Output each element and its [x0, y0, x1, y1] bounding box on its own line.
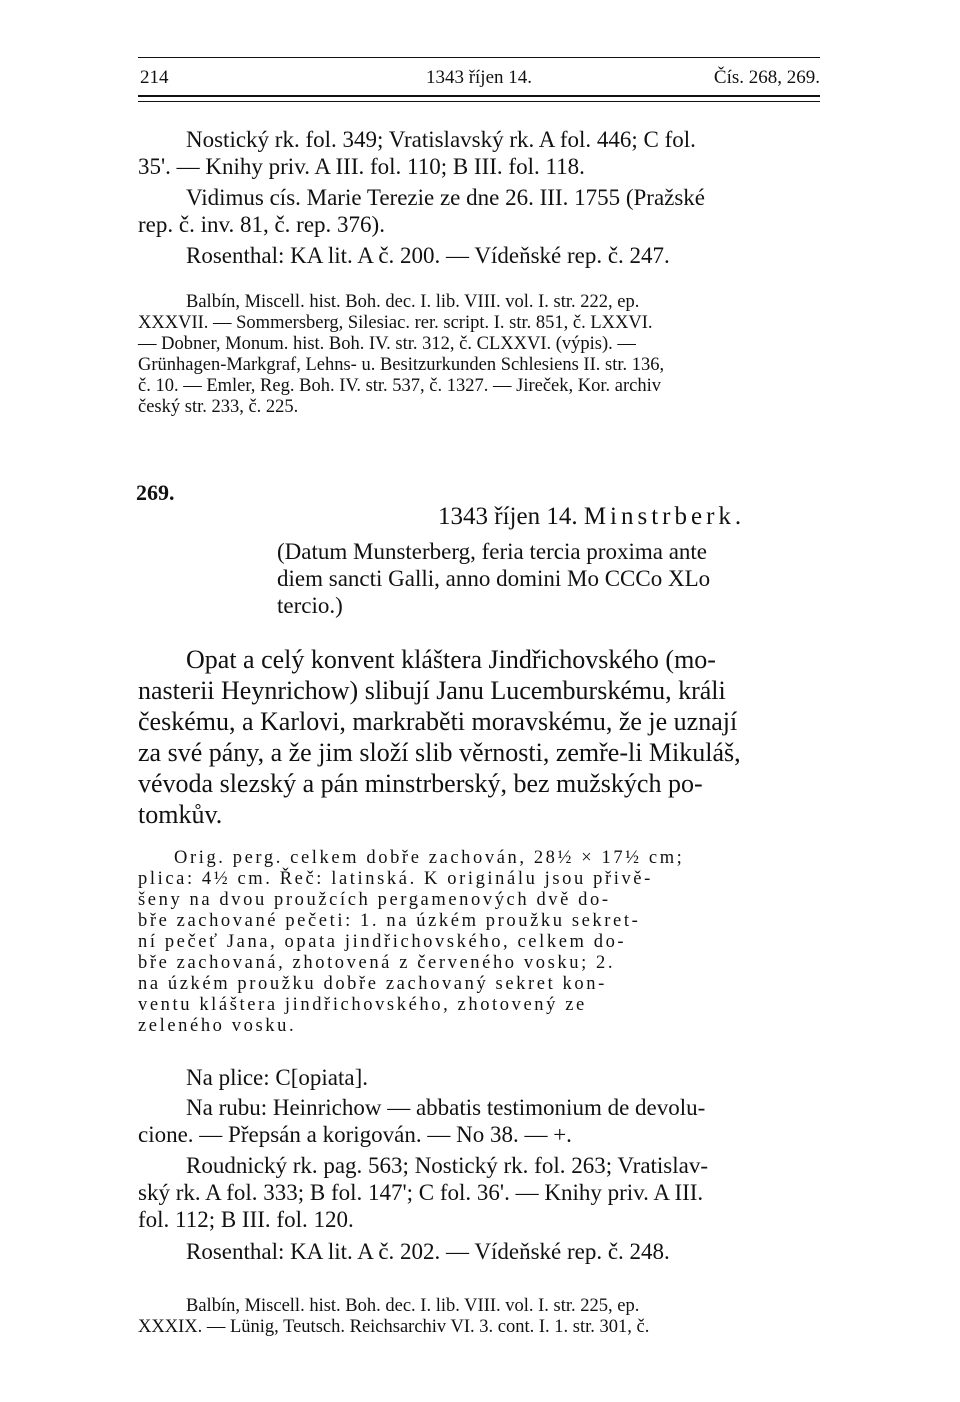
prev-literature-line: XXXVII. — Sommersberg, Silesiac. rer. script. I. str. 851, č. LXXVI. — [138, 313, 653, 333]
regest — [138, 644, 820, 830]
running-date: 1343 říjen 14. — [425, 67, 533, 88]
header-rule-thin — [138, 101, 820, 102]
header-rule-top — [138, 57, 820, 58]
prev-literature — [138, 292, 820, 418]
description-line: zeleného vosku. — [138, 1016, 297, 1036]
document-date: 1343 říjen 14. — [438, 503, 578, 530]
prev-vidimus-line: Vidimus cís. Marie Terezie ze dne 26. III. 1755 (Pražské — [186, 185, 706, 210]
verso-line: cione. — Přepsán a korigován. — No 38. — +. — [138, 1122, 572, 1147]
rosenthal-line: Rosenthal: KA lit. A č. 202. — Vídeňské rep. č. 248. — [186, 1239, 670, 1264]
datum-line: tercio.) — [277, 593, 343, 618]
document-place: Minstrberk. — [583, 503, 746, 530]
doc-literature — [138, 1296, 820, 1338]
description-line: šeny na dvou proužcích pergamenových dvě do- — [138, 890, 611, 910]
copies-line: ský rk. A fol. 333; B fol. 147'; C fol. 36'. — Knihy priv. A III. — [138, 1180, 704, 1205]
datum-line: diem sancti Galli, anno domini Mo CCCo XLo — [277, 566, 711, 591]
regest-line: českému, a Karlovi, markraběti moravskému, že je uznají — [138, 707, 738, 736]
prev-literature-line: český str. 233, č. 225. — [138, 397, 299, 417]
copies-line: fol. 112; B III. fol. 120. — [138, 1207, 354, 1232]
plica-line: Na plice: C[opiata]. — [186, 1065, 369, 1090]
datum-line: (Datum Munsterberg, feria tercia proxima ante — [277, 539, 708, 564]
plica-note — [138, 1064, 820, 1091]
copies-line: Roudnický rk. pag. 563; Nostický rk. fol. 263; Vratislav- — [186, 1153, 709, 1178]
rosenthal-note — [138, 1238, 820, 1265]
header-rule-thick — [138, 95, 820, 97]
description-line: Orig. perg. celkem dobře zachován, 28½ × 17½ cm; — [174, 848, 685, 868]
regest-line: za své pány, a že jim složí slib věrnosti, zemře-li Mikuláš, — [138, 738, 741, 767]
description-line: bře zachovaná, zhotovená z červeného vosku; 2. — [138, 953, 616, 973]
prev-vidimus-line: rep. č. inv. 81, č. rep. 376). — [138, 212, 385, 237]
regest-line: vévoda slezský a pán minstrberský, bez mužských po- — [138, 769, 703, 798]
regest-line: Opat a celý konvent kláštera Jindřichovského (mo- — [186, 645, 716, 674]
prev-rosenthal — [138, 242, 820, 269]
document-dateline — [438, 503, 745, 531]
description-line: bře zachované pečeti: 1. na úzkém proužku sekret- — [138, 911, 641, 931]
datum-formula — [277, 538, 820, 619]
prev-sources-line: 35'. — Knihy priv. A III. fol. 110; B III. fol. 118. — [138, 154, 585, 179]
prev-vidimus — [138, 184, 820, 238]
description-line: plica: 4½ cm. Řeč: latinská. K originálu jsou přivě- — [138, 869, 653, 889]
verso-line: Na rubu: Heinrichow — abbatis testimonium de devolu- — [186, 1095, 706, 1120]
description-line: na úzkém proužku dobře zachovaný sekret kon- — [138, 974, 607, 994]
document-numbers: Čís. 268, 269. — [713, 67, 820, 88]
page-number: 214 — [140, 67, 169, 88]
description-line: ventu kláštera jindřichovského, zhotovený ze — [138, 995, 587, 1015]
prev-sources-line: Nostický rk. fol. 349; Vratislavský rk. A fol. 446; C fol. — [186, 127, 696, 152]
description-line: ní pečeť Jana, opata jindřichovského, celkem do- — [138, 932, 627, 952]
literature-line: Balbín, Miscell. hist. Boh. dec. I. lib. VIII. vol. I. str. 225, ep. — [186, 1296, 640, 1316]
copies — [138, 1152, 820, 1233]
literature-line: XXXIX. — Lünig, Teutsch. Reichsarchiv VI. 3. cont. I. 1. str. 301, č. — [138, 1317, 650, 1337]
prev-rosenthal-line: Rosenthal: KA lit. A č. 200. — Vídeňské rep. č. 247. — [186, 243, 670, 268]
regest-line: tomkův. — [138, 800, 223, 829]
prev-literature-line: Balbín, Miscell. hist. Boh. dec. I. lib. VIII. vol. I. str. 222, ep. — [186, 292, 640, 312]
prev-literature-line: č. 10. — Emler, Reg. Boh. IV. str. 537, č. 1327. — Jireček, Kor. archiv — [138, 376, 661, 396]
prev-literature-line: Grünhagen-Markgraf, Lehns- u. Besitzurkunden Schlesiens II. str. 136, — [138, 355, 665, 375]
running-head — [138, 66, 820, 90]
document-number: 269. — [136, 480, 175, 505]
prev-sources — [138, 126, 820, 180]
verso-note — [138, 1094, 820, 1148]
prev-literature-line: — Dobner, Monum. hist. Boh. IV. str. 312, č. CLXXVI. (výpis). — — [138, 334, 636, 354]
regest-line: nasterii Heynrichow) slibují Janu Lucemburskému, králi — [138, 676, 726, 705]
original-description — [138, 848, 820, 1037]
